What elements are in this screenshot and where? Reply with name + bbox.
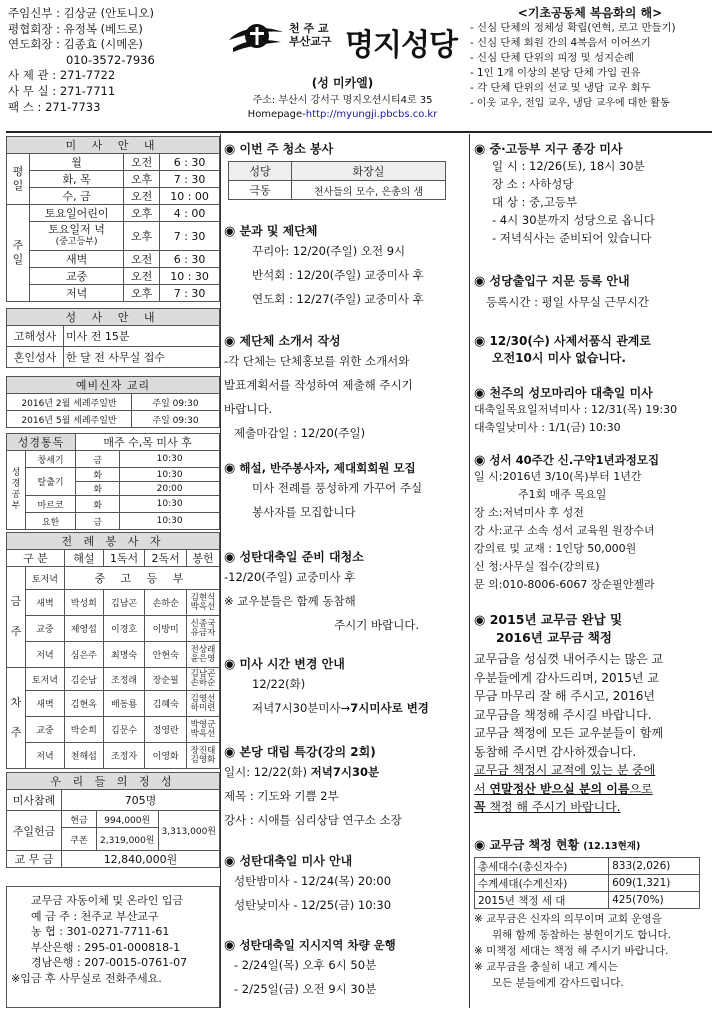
bible-study-table: 성경통독 매주 수,목 미사 후 성경공부 창세기 금 10:30 탈출기 화 10:30 화 20:00 마르코 화 10:30 요한 금 10:30 [6,433,220,530]
cleaning-table: 성당 화장실 극동 천사들의 모수, 은총의 샘 [228,161,446,200]
tithe-status-table: 총세대수(총신자수) 833(2,026) 수계세대(수계신자) 609(1,321) 2015년 책정 세 대 425(70%) [474,857,700,909]
group-section: ◉ 분과 및 제단체 꾸리아: 12/20(주일) 오전 9시 반석회 : 12/20(주일) 교중미사 후 연도회 : 12/27(주일) 교중미사 후 [224,224,424,306]
bible-course-section: ◉ 성서 40주간 신.구약1년과정모집 일 시:2016년 3/10(목)부터 1년간 주1회 매주 목요일 장 소:저녁미사 후 성전 강 사:교구 소속 성서 교육원 원장수녀 강의료 및 교재 : 1인당 50,000원 신 청:사무실 접수(강의료) 문 의:010-8006-6067 장순필안젤라 [474,453,660,591]
recruit-section: ◉ 해설, 반주봉사자, 제대회회원 모집 미사 전례를 풍성하게 가꾸어 주실 봉사자를 모집합니다 [224,461,423,519]
theme-item: - 각 단체 단위의 선교 및 냉담 교우 회두 [470,82,651,94]
church-address: 주소: 부산시 강서구 명지오션시티4로 35 Homepage-http://myungji.pbcbs.co.kr [247,95,438,120]
lecture-section: ◉ 본당 대림 특강(강의 2회) 일시: 12/22(화) 저녁7시30분 제목 : 기도와 기쁨 2부 강사 : 시애틀 심리상담 연구소 소장 [224,745,402,827]
youth-mass-section: ◉ 중·고등부 지구 종강 미사 일 시 : 12/26(토), 18시 30분 장 소 : 사하성당 대 상 : 중,고등부 - 4시 30분까지 성당으로 옵니다 - 저녁식사는 준비되어 있습니다 [474,142,655,245]
logo [227,16,462,66]
mass-change-section: ◉ 미사 시간 변경 안내 12/22(화) 저녁7시30분미사→7시미사로 변경 [224,657,429,715]
column-divider [220,134,221,1008]
contact-row: 주임신부 : 김상균 (안토니오) [8,6,155,20]
mass-schedule-table: 미 사 안 내 평일 월 오전 6 : 30 화, 목 오후 7 : 30 수, 금 오전 10 : 00 주일 토요일어린이 오후 4 : 00 토요일저 녁 (중고등부) 오후 7 : 30 새벽 오전 6 : 30 교중 오전 10 : 30 저녁 오후 7 : 30 [6,136,220,302]
theme-title: <기초공동체 복음화의 해> [517,6,663,20]
theme-item: - 신심 단체의 정체성 확립(연혁, 로고 만들기) [470,22,676,34]
header-divider [6,131,712,133]
theme-item: - 이웃 교우, 전입 교우, 냉담 교우에 대한 활동 [470,98,670,109]
contact-row: 사 제 관 : 271-7722 [8,68,116,83]
church-header [215,6,470,128]
contact-row: 010-3572-7936 [66,52,155,67]
tithe-section: ◉ 2015년 교무금 완납 및 2016년 교무금 책정 교무금을 성심껏 내어주시는 많은 교 우분들에게 감사드리며, 2015년 교 무금 마무리 잘 해 주시고, 2016년 교무금을 책정해 주시길 바랍니다. 교무금 책정에 모든 교우분들이 함께 동참해 주시면 감사하겠습니다. 교무금 책정시 교적에 있는 분 중에 서 연말정산 받으실 분의 이름으로 꼭 책정 해 주시기 바랍니다. [474,612,664,814]
intro-section: ◉ 제단체 소개서 작성 -각 단체는 단체홍보를 위한 소개서와 발표계획서를 작성하여 제출해 주시기 바랍니다. 제출마감일 : 12/20(주일) [224,334,413,440]
sacrament-table: 성 사 안 내 고해성사 미사 전 15분 혼인성사 한 달 전 사무실 접수 [6,308,220,368]
christmas-mass-section: ◉ 성탄대축일 미사 안내 성탄밤미사 - 12/24(목) 20:00 성탄낮미사 - 12/25(금) 10:30 [224,854,392,912]
church-diocese: 천 주 교 부산교구 [289,22,332,48]
weekday-label: 평일 [7,154,30,205]
tithe-status-section: ◉ 교무금 책정 현황 (12.13현재) 총세대수(총신자수) 833(2,026) 수계세대(수계신자) 609(1,321) 2015년 책정 세 대 425(70%) ※ 교무금은 신자의 의무이며 교회 운영을 위해 함께 동참하는 봉헌이기도 합니다. ※ 미책정 세대는 책정 해 주시기 바랍니다. ※ 교무금을 충실히 내고 계시는 모든 분들에게 감사드립니다. [474,836,712,991]
year-theme [470,6,710,111]
contact-row: 팩 스 : 271-7733 [8,99,101,114]
theme-item: - 1인 1개 이상의 본당 단체 가입 권유 [470,67,641,79]
offering-table: 우 리 들 의 정 성 미사참례 705명 주일헌금 현금 994,000원 3,313,000원 쿠폰 2,319,000원 교 무 금 12,840,000원 [6,772,220,868]
church-name: 명지성당 [345,28,457,63]
cleanup-section: ◉ 성탄대축일 준비 대청소 -12/20(주일) 교중미사 후 ※ 교우분들은 함께 동참해 주시기 바랍니다. [224,550,420,632]
patron-saint: (성 미카엘) [311,76,374,90]
contact-row: 평협회장 : 유정복 (베드로) [8,21,143,36]
cleaning-section: ◉ 이번 주 청소 봉사 성당 화장실 극동 천사들의 모수, 은총의 샘 [224,140,469,200]
sunday-label: 주일 [7,205,30,302]
theme-item: - 신심 단체 단위의 피정 및 성지순례 [470,52,635,64]
liturgy-servers-table: 전 례 봉 사 자 구 분 해설 1독서 2독서 봉헌 금 주 토저녁 중 고 등 부 새벽 박성희 김남곤 손하순 김현식 박옥선 교중 제영섭 이경호 이방미 신종국 유금자 저녁 심은주 최명숙 안현숙 전상래 윤은영 차 주 토저녁 김순남 조정래 장순필 김남곤 손하순 새벽 김현옥 배동룡 김혜숙 김영선 하미련 교중 박순희 김문수 정영란 박영군 박옥선 저녁 천해섭 조정자 이영화 장진태 김영화 [6,532,220,769]
vehicle-section: ◉ 성탄대축일 지시지역 차량 운행 - 2/24일(목) 오후 6시 50분 - 2/25일(금) 오전 9시 30분 [224,938,396,996]
bank-info: 교무금 자동이체 및 온라인 입금 예 금 주 : 천주교 부산교구 농 협 : 301-0271-7711-61 부산은행 : 295-01-000818-1 경남은행 : 207-0015-0761-07 ※입금 후 사무실로 전화주세요. [6,886,220,1008]
catechumen-table: 예비신자 교리 2016년 2월 세례주일반 주일 09:30 2016년 5월 세례주일반 주일 09:30 [6,376,220,428]
homepage-link[interactable]: http://myungji.pbcbs.co.kr [305,109,438,120]
mary-feast-section: ◉ 천주의 성모마리아 대축일 미사 대축일목요일저녁미사 : 12/31(목) 19:30 대축일낮미사 : 1/1(금) 10:30 [474,386,678,434]
contact-row: 연도회장 : 김종효 (시메온) [8,37,143,52]
church-logo-icon [227,18,285,60]
theme-item: - 신심 단체 회원 간의 4복음서 이어쓰기 [470,37,651,49]
contact-row: 사 무 실 : 271-7711 [8,83,116,98]
header-contacts [8,6,213,115]
ordination-notice: ◉ 12/30(수) 사제서품식 관계로 오전10시 미사 없습니다. [474,334,651,365]
mass-title: 미 사 안 내 [7,137,220,154]
column-divider [469,134,470,1008]
fingerprint-section: ◉ 성당출입구 지문 등록 안내 등록시간 : 평일 사무실 근무시간 [474,274,649,309]
